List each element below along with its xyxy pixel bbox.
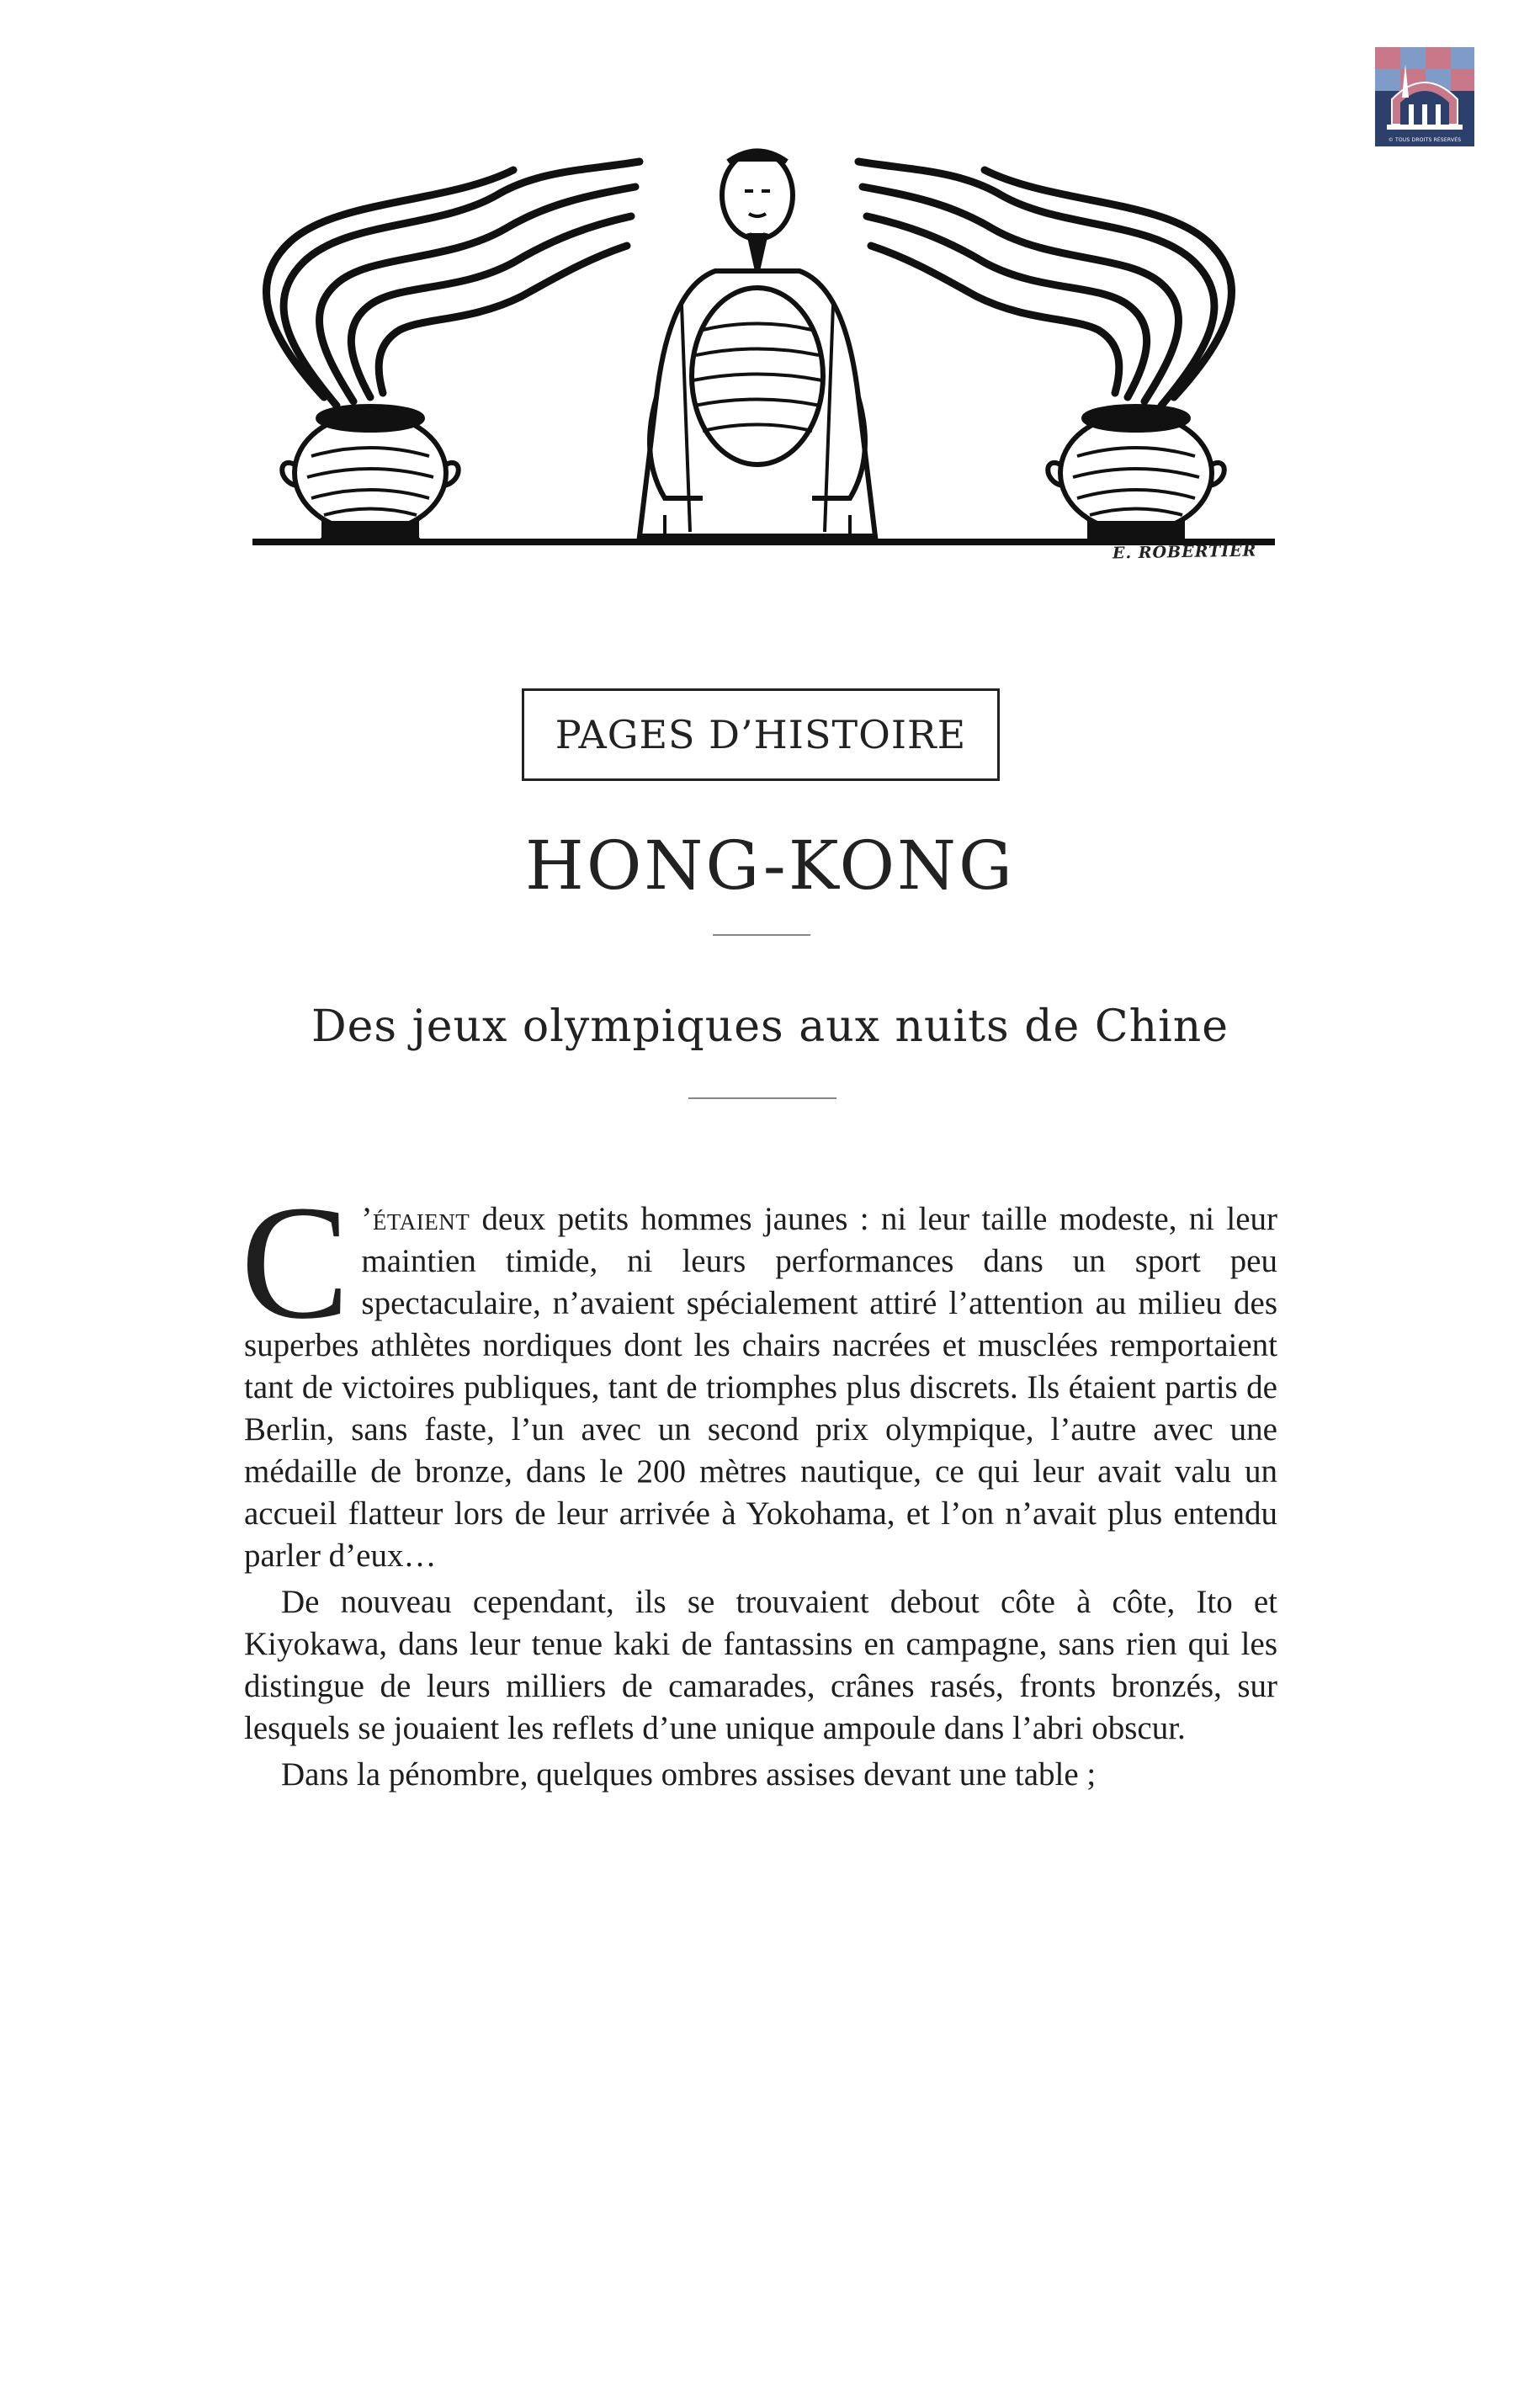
publisher-building-logo-icon bbox=[1375, 47, 1474, 135]
header-illustration bbox=[244, 145, 1279, 582]
subtitle-divider bbox=[688, 1097, 836, 1099]
logo-caption: © TOUS DROITS RÉSERVÉS bbox=[1375, 135, 1474, 146]
seated-figure-with-incense-burners-icon bbox=[244, 145, 1279, 582]
paragraph-text: deux petits hommes jaunes : ni leur taille modeste, ni leur maintien timide, ni leurs performances dans un sport peu spectaculaire, n’avaient spécialement attiré l’attention au milieu des superbes athlètes nordiques dont les chairs nacrées et musclées remportaient tant de victoires publiques, tant de triomphes plus discrets. Ils étaient partis de Berlin, sans faste, l’un avec un second prix olympique, l’autre avec une médaille de bronze, dans le 200 mètres nautique, ce qui leur avait valu un accueil flatteur lors de leur arrivée à Yokohama, et l’on n’avait plus entendu parler d’eux… bbox=[244, 1201, 1277, 1574]
article-paragraph: De nouveau cependant, ils se trouvaient debout côte à côte, Ito et Kiyokawa, dans leur tenue kaki de fantassins en campagne, sans rien qui les distingue de leurs milliers de camarades, crânes rasés, fronts bronzés, sur lesquels se jouaient les reflets d’une unique ampoule dans l’abri obscur. bbox=[244, 1584, 1277, 1746]
illustrator-signature: E. ROBERTIER bbox=[1112, 541, 1257, 563]
section-label-box bbox=[522, 688, 1000, 781]
page-title: HONG-KONG bbox=[525, 826, 1015, 905]
article-body bbox=[241, 1171, 1277, 1800]
publisher-logo bbox=[1375, 47, 1474, 146]
title-divider bbox=[713, 934, 810, 936]
page-subtitle: Des jeux olympiques aux nuits de Chine bbox=[311, 1001, 1229, 1052]
article-paragraph: Dans la pénombre, quelques ombres assises devant une table ; bbox=[281, 1756, 1097, 1793]
drop-cap: C bbox=[241, 1171, 350, 1352]
lead-word: ’étaient bbox=[361, 1201, 470, 1237]
section-label: PAGES D’HISTOIRE bbox=[555, 712, 967, 757]
article-paragraph bbox=[241, 1171, 1277, 1577]
